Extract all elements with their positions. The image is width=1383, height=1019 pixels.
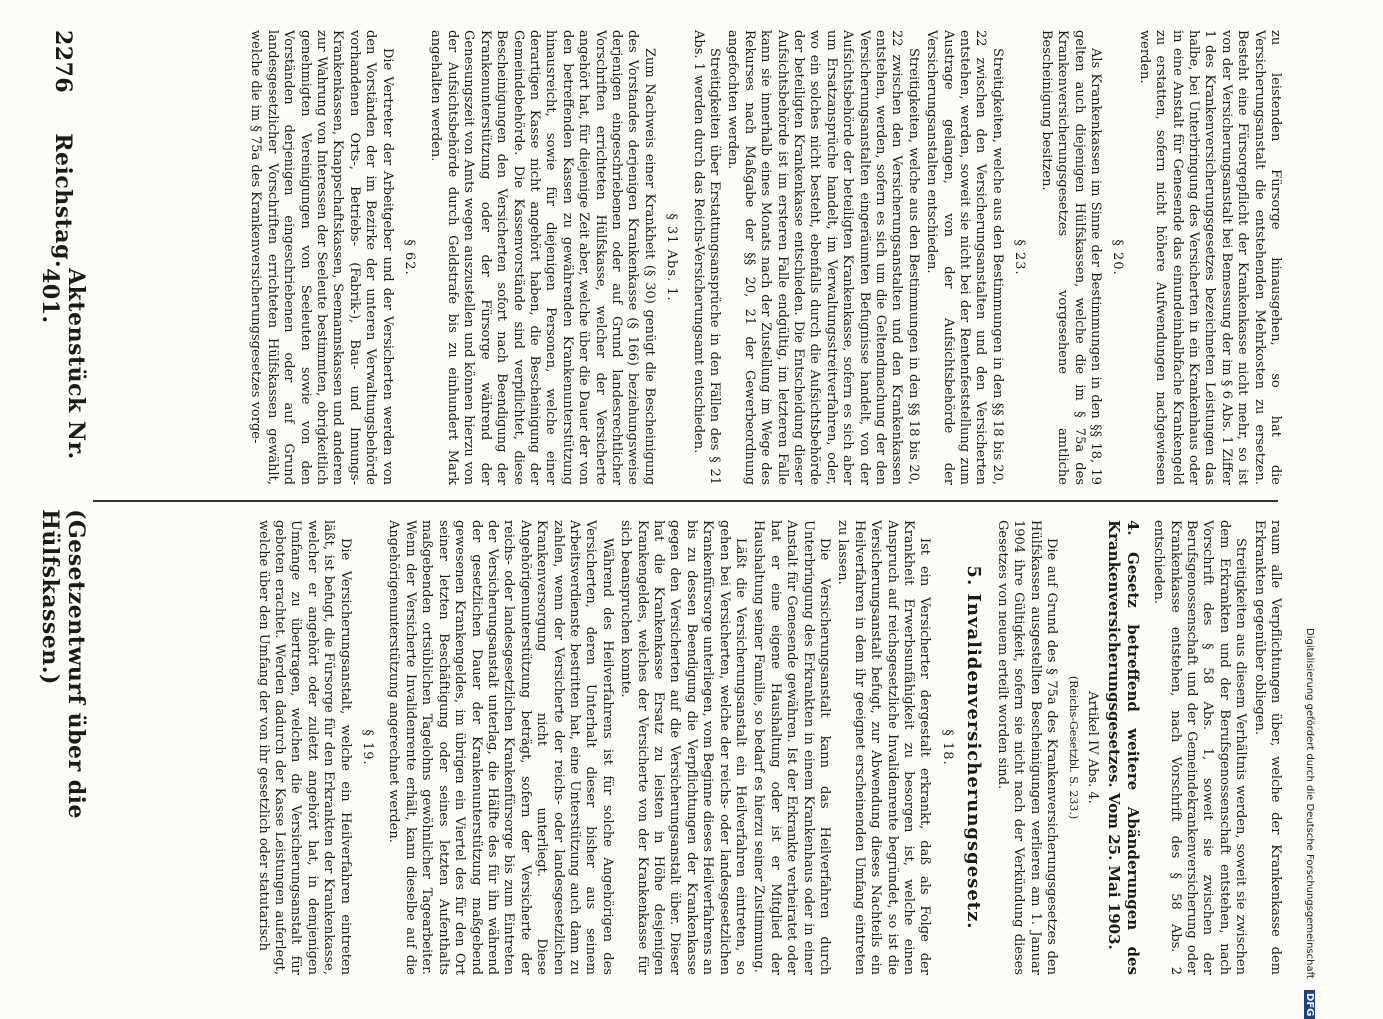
header-document-ref: Aktenstück Nr. 401. bbox=[37, 268, 89, 460]
digitization-credit bbox=[1304, 628, 1315, 1019]
section-heading: 5. Invalidenversicherungsgesetz. bbox=[963, 565, 985, 930]
paragraph-heading: § 23. bbox=[1012, 239, 1028, 276]
page-header bbox=[37, 30, 89, 975]
paragraph-heading: § 18. bbox=[939, 729, 955, 766]
left-column bbox=[93, 520, 1283, 975]
paragraph-heading: § 19. bbox=[360, 729, 376, 766]
paragraph: Streitigkeiten, welche aus den Bestimmungen in den §§ 18 bis 20, 22 zwischen den Versicherungsanstalten und den Krankenkassen entstehen, werden, sofern es sich um die Geltendmachung der den Versicherungsanstalten eingeräumten Befugnisse handelt, von der Aufsichtsbehörde der beteiligten Krankenkasse, sofern es sich aber um Ersatzansprüche handelt, im Verwaltungsstreitverfahren, oder, wo ein solches nicht besteht, ebenfalls durch die Aufsichtsbehörde der beteiligten Krankenkasse entschieden. Die Entscheidung dieser Aufsichtsbehörde ist im ersteren Falle endgültig, im letzteren Falle kann sie innerhalb eines Monats nach der Zustellung im Wege des Rekurses nach Maßgabe der §§ 20, 21 der Gewerbeordnung angefochten werden. bbox=[725, 30, 921, 485]
article-line: Artikel IV Abs. 4. bbox=[1084, 691, 1100, 804]
paragraph: Streitigkeiten aus diesem Verhältnis werden, soweit sie zwischen dem Erkrankten und der Berufsgenossenschaft entstehen, nach Vorschrift des § 58 Abs. 1, soweit sie zwischen der Berufsgenossenschaft und der Gemeindekrankenversicherung oder Krankenkasse entstehen, nach Vorschrift des § 58 Abs. 2 entschieden. bbox=[1151, 520, 1249, 975]
law-title: 4. Gesetz betreffend weitere Abänderungen des Krankenversicherungsgesetzes. Vom 25. Mai 1903. bbox=[1104, 520, 1142, 975]
right-column bbox=[93, 30, 1283, 485]
paragraph-heading: § 62. bbox=[402, 239, 418, 276]
paragraph: Als Krankenkassen im Sinne der Bestimmungen in den §§ 18, 19 gelten auch diejenigen Hülfskassen, welche die im § 75a des Krankenversicherungsgesetzes vorgesehene amtliche Bescheinigung besitzen. bbox=[1038, 30, 1103, 485]
page-number: 2276 bbox=[50, 30, 76, 94]
paragraph-heading: § 31 Abs. 1. bbox=[664, 213, 680, 302]
header-document-title: (Gesetzentwurf über die Hülfskassen.) bbox=[37, 509, 89, 819]
paragraph: Streitigkeiten über Erstattungsansprüche in den Fällen des § 21 Abs. 1 werden durch das Reichs-Versicherungsamt entschieden. bbox=[690, 30, 722, 485]
paragraph: Läßt die Versicherungsanstalt ein Heilverfahren eintreten, so gehen bei Versicherten, welche der reichs- oder landesgesetzlichen Krankenfürsorge unterliegen, vom Beginne dieses Heilverfahrens an bis zu dessen Beendigung die Verpflichtungen der Krankenkasse gegen den Versicherten auf die Versicherungsanstalt über. Dieser hat die Krankenkasse Ersatz zu leisten in Höhe desjenigen Krankengeldes, welches der Versicherte von der Krankenkasse für sich beanspruchen konnte. bbox=[618, 520, 749, 975]
header-left bbox=[50, 30, 76, 268]
paragraph: Während des Heilverfahrens ist für solche Angehörigen des Versicherten, deren Unterhalt dieser bisher aus seinem Arbeitsverdienste bestritten hat, eine Unterstützung auch dann zu zahlen, wenn der Versicherte der reichs- oder landesgesetzlichen Krankenversorgung nicht unterliegt. Diese Angehörigenunterstützung beträgt, sofern der Versicherte der reichs- oder landesgesetzlichen Krankenfürsorge bis zum Eintreten der Versicherungsanstalt unterlag, die Hälfte des für ihn während der gesetzlichen Dauer der Krankenunterstützung maßgebend gewesenen Krankengeldes, im übrigen ein Viertel des für den Ort seiner letzten Beschäftigung oder seines letzten Aufenthalts maßgebenden ortsüblichen Tagelohns gewöhnlicher Tagearbeiter. Wenn der Versicherte Invalidenrente erhält, kann dieselbe auf die Angehörigenunterstützung angerechnet werden. bbox=[386, 520, 615, 975]
paragraph: raum alle Verpflichtungen über, welche der Krankenkasse dem Erkrankten gegenüber obliegen. bbox=[1251, 520, 1283, 975]
credit-text: Digitalisierung gefördert durch die Deutsche Forschungsgemeinschaft bbox=[1304, 628, 1315, 979]
paragraph: Die Versicherungsanstalt kann das Heilverfahren durch Unterbringung des Erkrankten in einem Krankenhaus oder in einer Anstalt für Genesende gewähren. Ist der Erkrankte verheiratet oder hat er eine eigene Haushaltung oder ist er Mitglied der Haushaltung seiner Familie, so bedarf es hierzu seiner Zustimmung. bbox=[751, 520, 833, 975]
paragraph: Ist ein Versicherter dergestalt erkrankt, daß als Folge der Krankheit Erwerbsunfähigkeit zu besorgen ist, welche einen Anspruch auf reichsgesetzliche Invalidenrente begründet, so ist die Versicherungsanstalt befugt, zur Abwendung dieses Nachteils ein Heilverfahren in dem ihr geeignet erscheinenden Umfang eintreten zu lassen. bbox=[835, 520, 933, 975]
paragraph: Zum Nachweis einer Krankheit (§ 30) genügt die Bescheinigung des Vorstandes derjenigen Krankenkasse (§ 166) beziehungsweise derjenigen eingeschriebenen oder auf Grund landesrechtlicher Vorschriften errichteten Hülfskasse, welcher der Versicherte angehört hat, für diejenige Zeit aber, welche über die Dauer der von den betreffenden Kassen zu gewährenden Krankenunterstützung hinausreicht, sowie für diejenigen Personen, welche einer derartigen Kasse nicht angehört haben, die Bescheinigung der Gemeindebehörde. Die Kassenvorstände sind verpflichtet, diese Bescheinigungen den Versicherten sofort nach Beendigung der Krankenunterstützung oder der Fürsorge während der Genesungszeit von Amts wegen auszustellen und können hierzu von der Aufsichtsbehörde durch Geldstrafe bis zu einhundert Mark angehalten werden. bbox=[428, 30, 657, 485]
column-divider bbox=[93, 500, 1278, 502]
paragraph: Die auf Grund des § 75a des Krankenversicherungsgesetzes den Hülfskassen ausgestellten Bescheinigungen verlieren am 1. Januar 1904 ihre Gültigkeit, sofern sie nicht nach der Verkündung dieses Gesetzes von neuem erteilt worden sind. bbox=[994, 520, 1059, 975]
paragraph-heading: § 20. bbox=[1110, 239, 1126, 276]
paragraph: zu leistenden Fürsorge hinausgehen, so hat die Versicherungsanstalt die entstehenden Mehrkosten zu ersetzen. Besteht eine Fürsorgepflicht der Krankenkasse nicht mehr, so ist von der Versicherungsanstalt bei Bemessung der im § 6 Abs. 1 Ziffer 1 des Krankenversicherungsgesetzes bezeichneten Leistungen das halbe, bei Unterbringung des Versicherten in ein Krankenhaus oder in eine Anstalt für Genesende das einundeinhalbfache Krankengeld zu erstatten, sofern nicht höhere Aufwendungen nachgewiesen werden. bbox=[1136, 30, 1283, 485]
header-source: Reichstag. bbox=[50, 133, 76, 269]
article-reference: (Reichs-Gesetzbl. S. 233.) bbox=[1067, 675, 1081, 820]
dfg-logo: DFG bbox=[1304, 990, 1315, 1019]
paragraph: Streitigkeiten, welche aus den Bestimmungen in den §§ 18 bis 20, 22 zwischen den Versicherungsanstalten und den Versicherten entstehen, werden, soweit sie nicht bei der Rentenfeststellung zum Austrage gelangen, von der Aufsichtsbehörde der Versicherungsanstalten entschieden. bbox=[924, 30, 1005, 485]
paragraph: Die Versicherungsanstalt, welche ein Heilverfahren eintreten läßt, ist befugt, die Fürsorge für den Erkrankten der Krankenkasse, welcher er angehört oder zuletzt angehört hat, in demjenigen Umfange zu übertragen, welchen die Versicherungsanstalt für geboten erachtet. Werden dadurch der Kasse Leistungen auferlegt, welche über den Umfang der von ihr gesetzlich oder statutarisch bbox=[255, 520, 353, 975]
paragraph: Die Vertreter der Arbeitgeber und der Versicherten werden von den Vorständen der im Bezirke der unteren Verwaltungsbehörde vorhandenen Orts-, Betriebs- (Fabrik-), Bau- und Innungs-Krankenkassen, Knappschaftskassen, Seemannskassen und anderen zur Wahrung von Interessen der Seeleute bestimmten, obrigkeitlich genehmigten Vereinigungen von Seeleuten sowie von den Vorständen derjenigen eingeschriebenen oder auf Grund landesgesetzlicher Vorschriften errichteten Hülfskassen gewählt, welche die im § 75a des Krankenversicherungsgesetzes vorge- bbox=[248, 30, 395, 485]
